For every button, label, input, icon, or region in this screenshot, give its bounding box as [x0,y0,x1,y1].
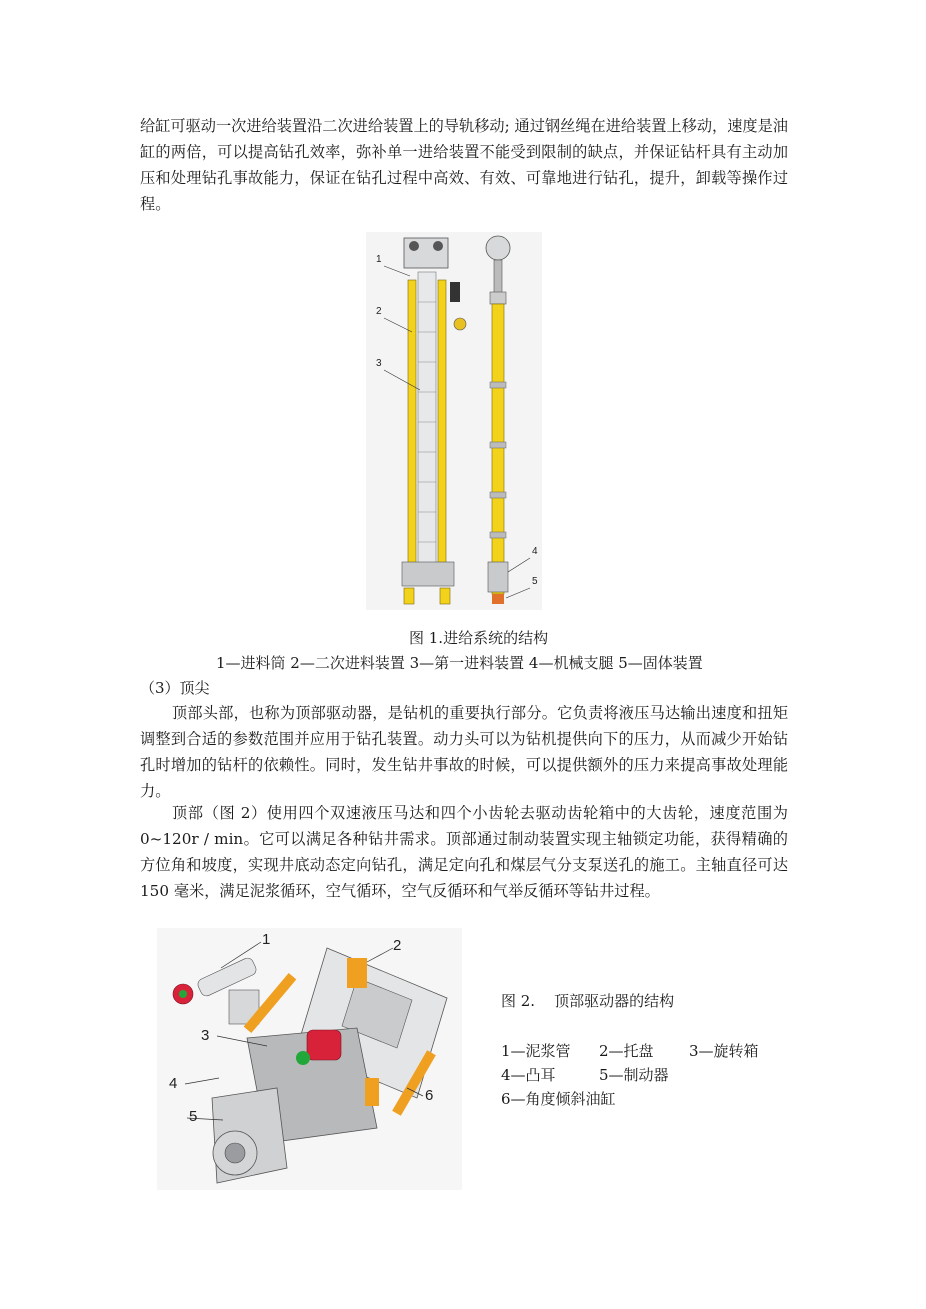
fig1-callout-4: 4 [532,546,538,557]
fig2-callout-1: 1 [262,931,271,948]
fig2-callout-6: 6 [425,1087,434,1104]
fig2-callout-4: 4 [169,1075,178,1092]
fig1-callout-1: 1 [376,254,382,265]
top-drive-figure [157,928,462,1190]
legend-item: 2—托盘 [599,1042,654,1060]
fig2-callout-2: 2 [393,937,402,954]
section-heading: （3）顶尖 [140,679,210,697]
figure2-legend-row-2 [501,1064,669,1085]
fig1-callout-2: 2 [376,306,382,317]
figure2-legend-row-1 [501,1040,759,1061]
figure1-legend: 1—进料筒 2—二次进料装置 3—第一进料装置 4—机械支腿 5—固体装置 [216,654,703,672]
fig1-callout-3: 3 [376,358,382,369]
feed-system-figure [366,232,542,610]
paragraph-1: 顶部头部，也称为顶部驱动器，是钻机的重要执行部分。它负责将液压马达输出速度和扭矩调整到合适的参数范围并应用于钻孔装置。动力头可以为钻机提供向下的压力，从而减少开始钻孔时增加的钻杆的依赖性。同时，发生钻井事故的时候，可以提供额外的压力来提高事故处理能力。 [140,704,788,800]
fig2-callout-3: 3 [201,1027,210,1044]
fig2-callout-5: 5 [189,1108,198,1125]
legend-item: 4—凸耳 [501,1066,556,1084]
figure2-legend-row-3 [501,1088,616,1109]
legend-item: 3—旋转箱 [689,1042,759,1060]
legend-item: 6—角度倾斜油缸 [501,1090,616,1108]
legend-item: 1—泥浆管 [501,1042,571,1060]
figure2-caption: 图 2. 顶部驱动器的结构 [501,992,675,1010]
paragraph-top: 给缸可驱动一次进给装置沿二次进给装置上的导轨移动; 通过钢丝绳在进给装置上移动，速度是油缸的两倍，可以提高钻孔效率，弥补单一进给装置不能受到限制的缺点，并保证钻杆具有主动加压和处理钻孔事故能力，保证在钻孔过程中高效、有效、可靠地进行钻孔，提升，卸载等操作过程。 [140,117,788,213]
fig1-callout-5: 5 [532,576,538,587]
legend-item: 5—制动器 [599,1066,669,1084]
figure1-caption: 图 1.进给系统的结构 [409,629,549,647]
paragraph-2: 顶部（图 2）使用四个双速液压马达和四个小齿轮去驱动齿轮箱中的大齿轮，速度范围为 0~120r / min。它可以满足各种钻井需求。顶部通过制动装置实现主轴锁定功能，获得精确的方位角和坡度，实现井底动态定向钻孔，满足定向孔和煤层气分支泵送孔的施工。主轴直径可达 150 毫米，满足泥浆循环，空气循环，空气反循环和气举反循环等钻井过程。 [140,804,788,900]
